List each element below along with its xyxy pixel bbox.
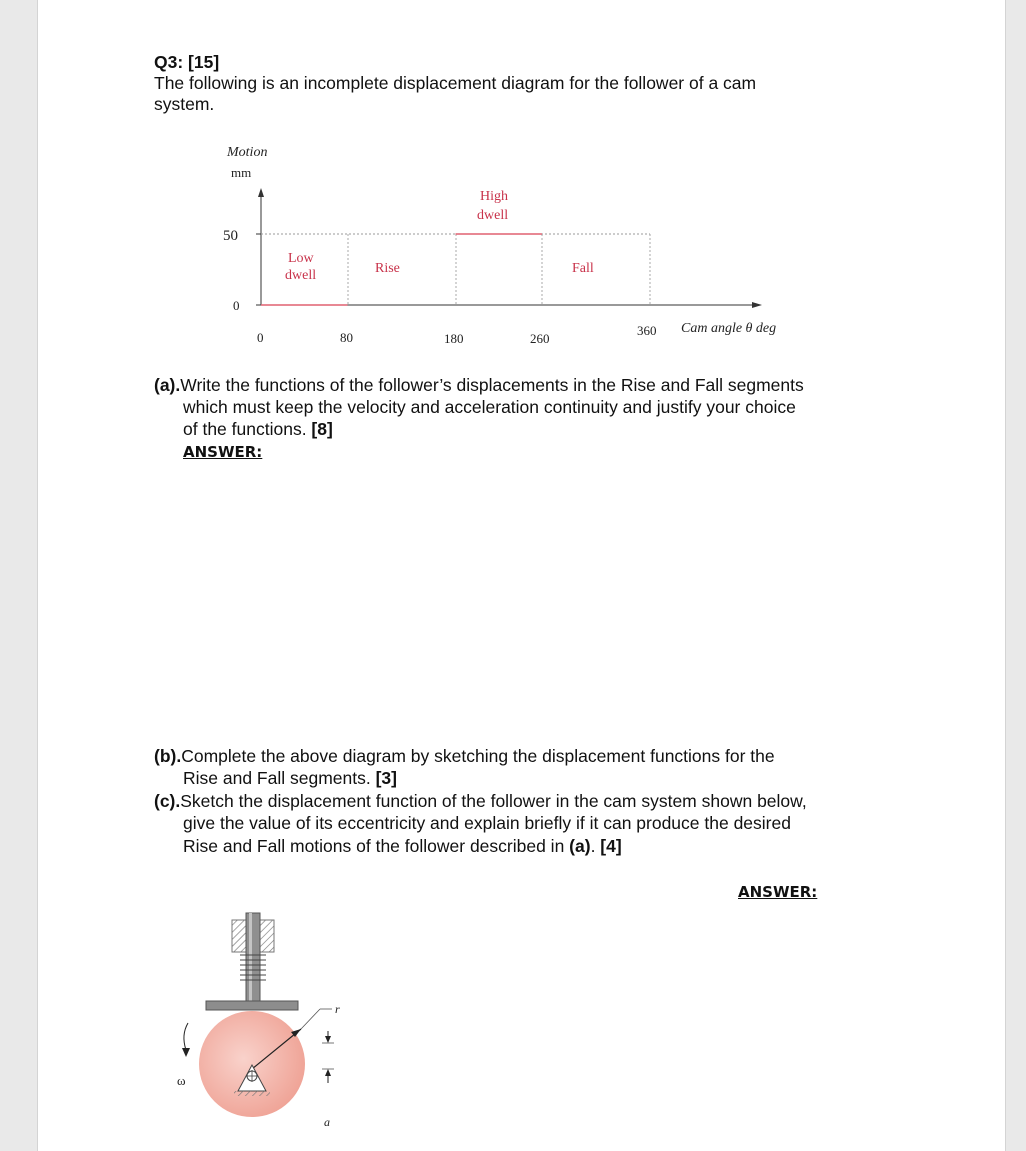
part-c-ref: (a) xyxy=(569,836,591,856)
displacement-diagram xyxy=(200,135,820,350)
part-b-marks: [3] xyxy=(375,768,397,788)
part-a-marks: [8] xyxy=(311,419,333,439)
rise-label: Rise xyxy=(375,261,400,276)
part-c-line2: give the value of its eccentricity and explain briefly if it can produce the desired xyxy=(183,813,791,833)
part-b-line1: (b).Complete the above diagram by sketching the displacement functions for the xyxy=(154,746,775,766)
y-tick-label-50: 50 xyxy=(223,228,238,244)
part-c-line1: (c).Sketch the displacement function of the follower in the cam system shown below, xyxy=(154,791,807,811)
guide-bearing-right xyxy=(260,920,274,952)
y-axis-arrow xyxy=(258,188,264,197)
x-axis-label: Cam angle θ deg xyxy=(681,321,777,336)
x-tick-label-260: 260 xyxy=(530,331,550,346)
radius-leader xyxy=(301,1009,320,1029)
guide-bearing-left xyxy=(232,920,246,952)
part-a-answer-label: ANSWER: xyxy=(183,443,263,461)
eccentricity-arrow-down xyxy=(325,1036,331,1043)
low-dwell-label-line1: Low xyxy=(288,251,314,266)
question-intro-line2: system. xyxy=(154,94,215,114)
part-a-line1: (a).Write the functions of the follower’s displacements in the Rise and Fall segments xyxy=(154,375,804,395)
high-dwell-label-line2: dwell xyxy=(477,208,509,223)
ground-hatch xyxy=(234,1091,270,1096)
x-axis-arrow xyxy=(752,302,762,308)
y-axis-unit: mm xyxy=(231,165,252,180)
x-tick-label-80: 80 xyxy=(340,330,353,345)
y-axis-label: Motion xyxy=(227,145,268,160)
cam-mechanism-figure xyxy=(160,905,360,1135)
x-tick-label-360: 360 xyxy=(637,323,657,338)
flat-face-follower xyxy=(206,1001,298,1010)
part-c-label: (c). xyxy=(154,791,181,811)
question-intro-line1: The following is an incomplete displacement diagram for the follower of a cam xyxy=(154,73,757,93)
x-tick-label-180: 180 xyxy=(444,331,464,346)
y-tick-label-0: 0 xyxy=(233,298,240,313)
question-title: Q3: [15] xyxy=(154,52,220,72)
eccentricity-label: a xyxy=(324,1115,330,1129)
rotation-arrowhead xyxy=(182,1048,190,1057)
part-a-label: (a). xyxy=(154,375,181,395)
omega-label: ω xyxy=(177,1073,186,1088)
part-b-label: (b). xyxy=(154,746,182,766)
low-dwell-label-line2: dwell xyxy=(285,268,317,283)
radius-label: r xyxy=(335,1002,340,1016)
fall-label: Fall xyxy=(572,261,594,276)
part-c-marks: [4] xyxy=(600,836,622,856)
rotation-arrow xyxy=(184,1023,188,1050)
part-c-answer-label: ANSWER: xyxy=(738,883,818,901)
eccentricity-arrow-up xyxy=(325,1069,331,1076)
part-b-line2: Rise and Fall segments. [3] xyxy=(183,768,397,788)
follower-stem xyxy=(246,913,260,1001)
part-c-line3: Rise and Fall motions of the follower described in (a). [4] xyxy=(183,836,622,856)
part-a-line3: of the functions. [8] xyxy=(183,419,333,439)
follower-stem-highlight xyxy=(249,913,252,1001)
part-a-line2: which must keep the velocity and acceleration continuity and justify your choice xyxy=(183,397,796,417)
high-dwell-label-line1: High xyxy=(480,189,508,204)
x-tick-label-0: 0 xyxy=(257,330,264,345)
